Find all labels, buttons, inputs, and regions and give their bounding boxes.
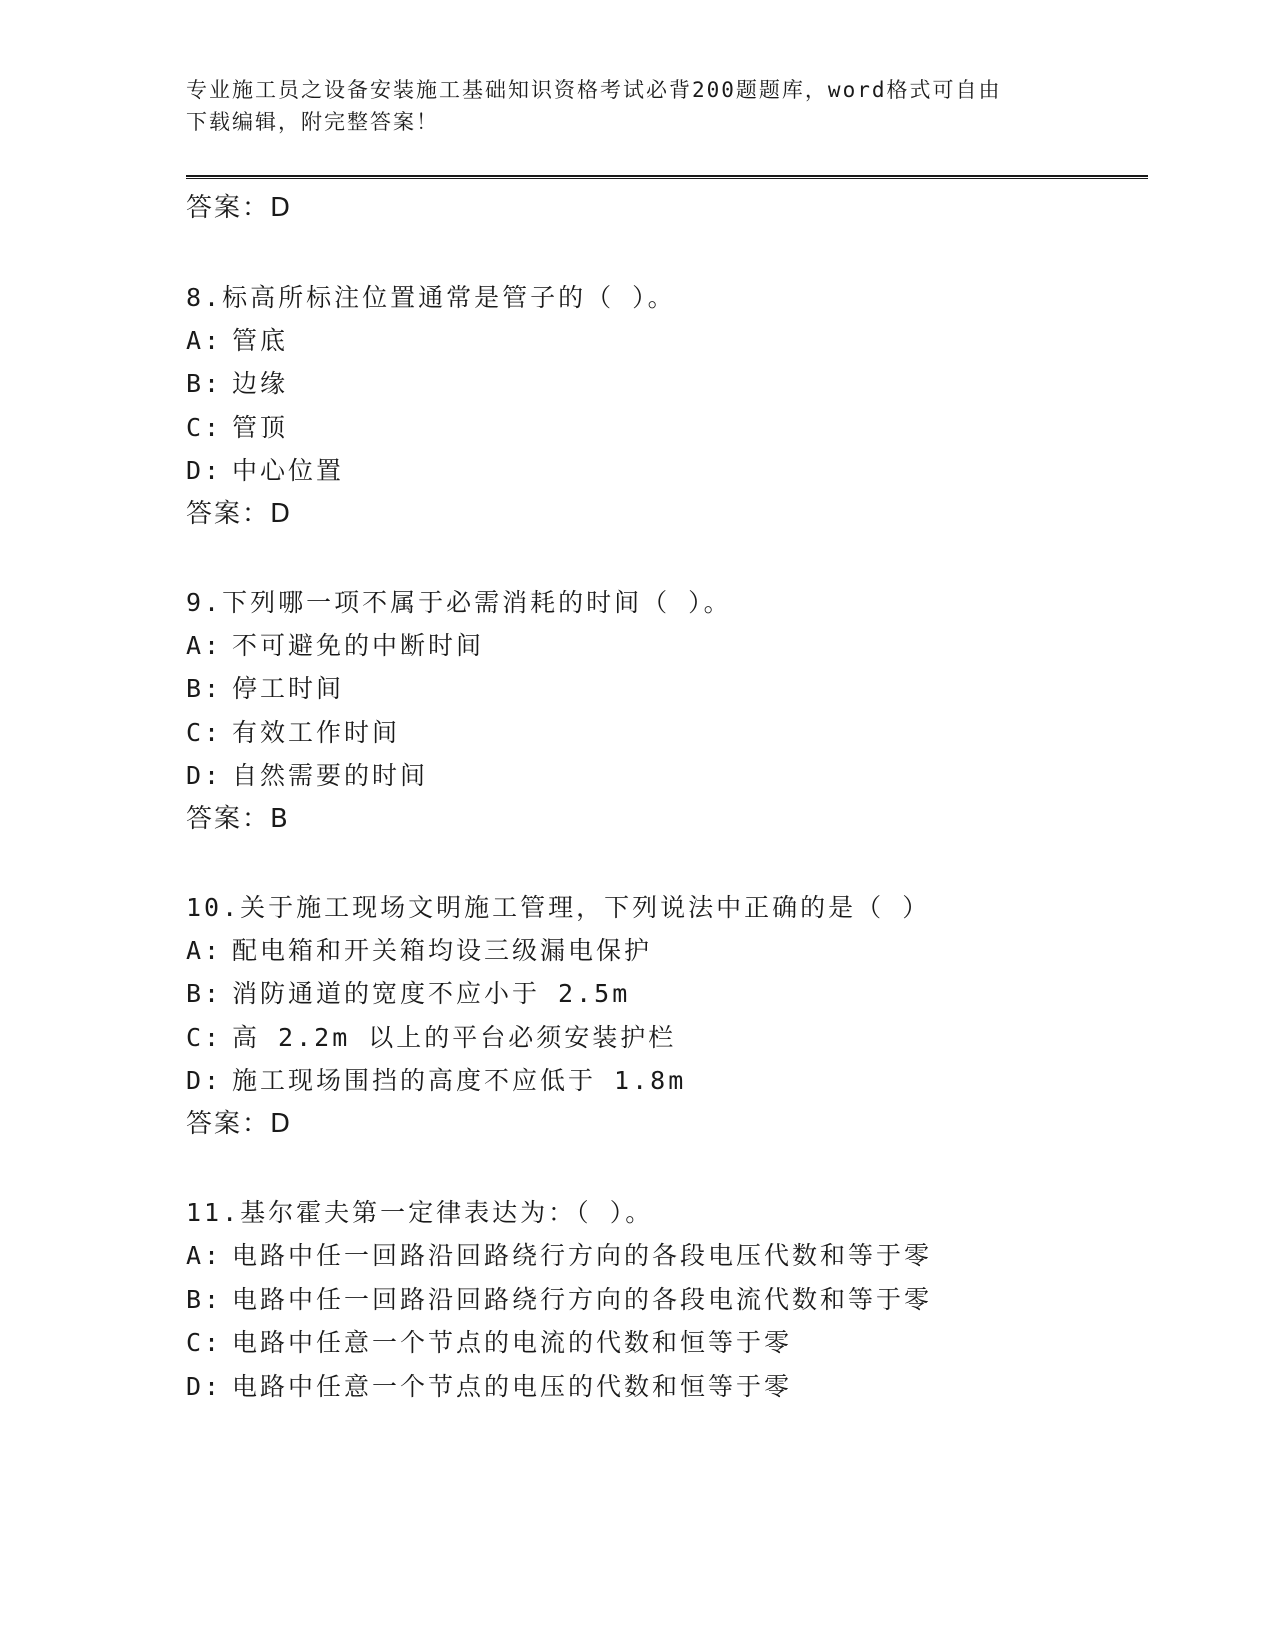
option-text: 电路中任一回路沿回路绕行方向的各段电压代数和等于零 bbox=[232, 1241, 933, 1270]
option-text: 停工时间 bbox=[232, 674, 345, 703]
option-text: 配电箱和开关箱均设三级漏电保护 bbox=[232, 936, 653, 965]
question-11-option-d bbox=[186, 1370, 792, 1404]
question-8-stem: 8.标高所标注位置通常是管子的（ ）。 bbox=[186, 283, 676, 312]
option-key: C: bbox=[186, 1328, 223, 1357]
option-text: 电路中任一回路沿回路绕行方向的各段电流代数和等于零 bbox=[232, 1285, 933, 1314]
header-divider bbox=[186, 175, 1148, 179]
question-9-option-c bbox=[186, 716, 400, 750]
option-key: D: bbox=[186, 456, 223, 485]
option-key: D: bbox=[186, 1372, 223, 1401]
question-8-option-a bbox=[186, 324, 288, 358]
question-10-option-c bbox=[186, 1021, 676, 1055]
option-key: B: bbox=[186, 674, 223, 703]
document-header bbox=[186, 74, 1066, 138]
option-key: B: bbox=[186, 979, 223, 1008]
question-8-answer: 答案：D bbox=[186, 499, 293, 529]
question-9-answer: 答案：B bbox=[186, 804, 290, 834]
option-key: A: bbox=[186, 1241, 223, 1270]
option-text: 消防通道的宽度不应小于 2.5m bbox=[232, 979, 631, 1008]
question-8-option-c bbox=[186, 411, 288, 445]
question-10-option-b bbox=[186, 977, 630, 1011]
option-text: 自然需要的时间 bbox=[232, 761, 429, 790]
option-text: 有效工作时间 bbox=[232, 718, 401, 747]
question-10-stem: 10.关于施工现场文明施工管理，下列说法中正确的是（ ） bbox=[186, 893, 931, 922]
question-8-option-b bbox=[186, 367, 288, 401]
option-text: 电路中任意一个节点的电流的代数和恒等于零 bbox=[232, 1328, 793, 1357]
option-key: D: bbox=[186, 761, 223, 790]
option-text: 管底 bbox=[232, 326, 289, 355]
header-line-2: 下载编辑，附完整答案！ bbox=[186, 110, 439, 134]
option-text: 中心位置 bbox=[232, 456, 345, 485]
question-8-option-d bbox=[186, 454, 344, 488]
option-text: 管顶 bbox=[232, 413, 289, 442]
option-key: A: bbox=[186, 631, 223, 660]
option-key: B: bbox=[186, 1285, 223, 1314]
question-11-option-c bbox=[186, 1326, 792, 1360]
question-11-stem: 11.基尔霍夫第一定律表达为：（ ）。 bbox=[186, 1198, 654, 1227]
previous-answer: 答案：D bbox=[186, 193, 293, 223]
option-key: C: bbox=[186, 413, 223, 442]
question-10-option-d bbox=[186, 1064, 686, 1098]
option-text: 高 2.2m 以上的平台必须安装护栏 bbox=[232, 1023, 677, 1052]
question-11-option-b bbox=[186, 1283, 932, 1317]
question-9-option-d bbox=[186, 759, 428, 793]
option-key: A: bbox=[186, 936, 223, 965]
option-text: 施工现场围挡的高度不应低于 1.8m bbox=[232, 1066, 687, 1095]
option-key: C: bbox=[186, 718, 223, 747]
question-10-answer: 答案：D bbox=[186, 1109, 293, 1139]
question-9-stem: 9.下列哪一项不属于必需消耗的时间（ ）。 bbox=[186, 588, 732, 617]
question-9-option-b bbox=[186, 672, 344, 706]
option-text: 不可避免的中断时间 bbox=[232, 631, 485, 660]
option-key: D: bbox=[186, 1066, 223, 1095]
question-9-option-a bbox=[186, 629, 484, 663]
header-line-1: 专业施工员之设备安装施工基础知识资格考试必背200题题库，word格式可自由 bbox=[186, 78, 1002, 102]
option-text: 边缘 bbox=[232, 369, 289, 398]
question-11-option-a bbox=[186, 1239, 932, 1273]
option-key: B: bbox=[186, 369, 223, 398]
option-key: C: bbox=[186, 1023, 223, 1052]
option-text: 电路中任意一个节点的电压的代数和恒等于零 bbox=[232, 1372, 793, 1401]
option-key: A: bbox=[186, 326, 223, 355]
question-10-option-a bbox=[186, 934, 652, 968]
